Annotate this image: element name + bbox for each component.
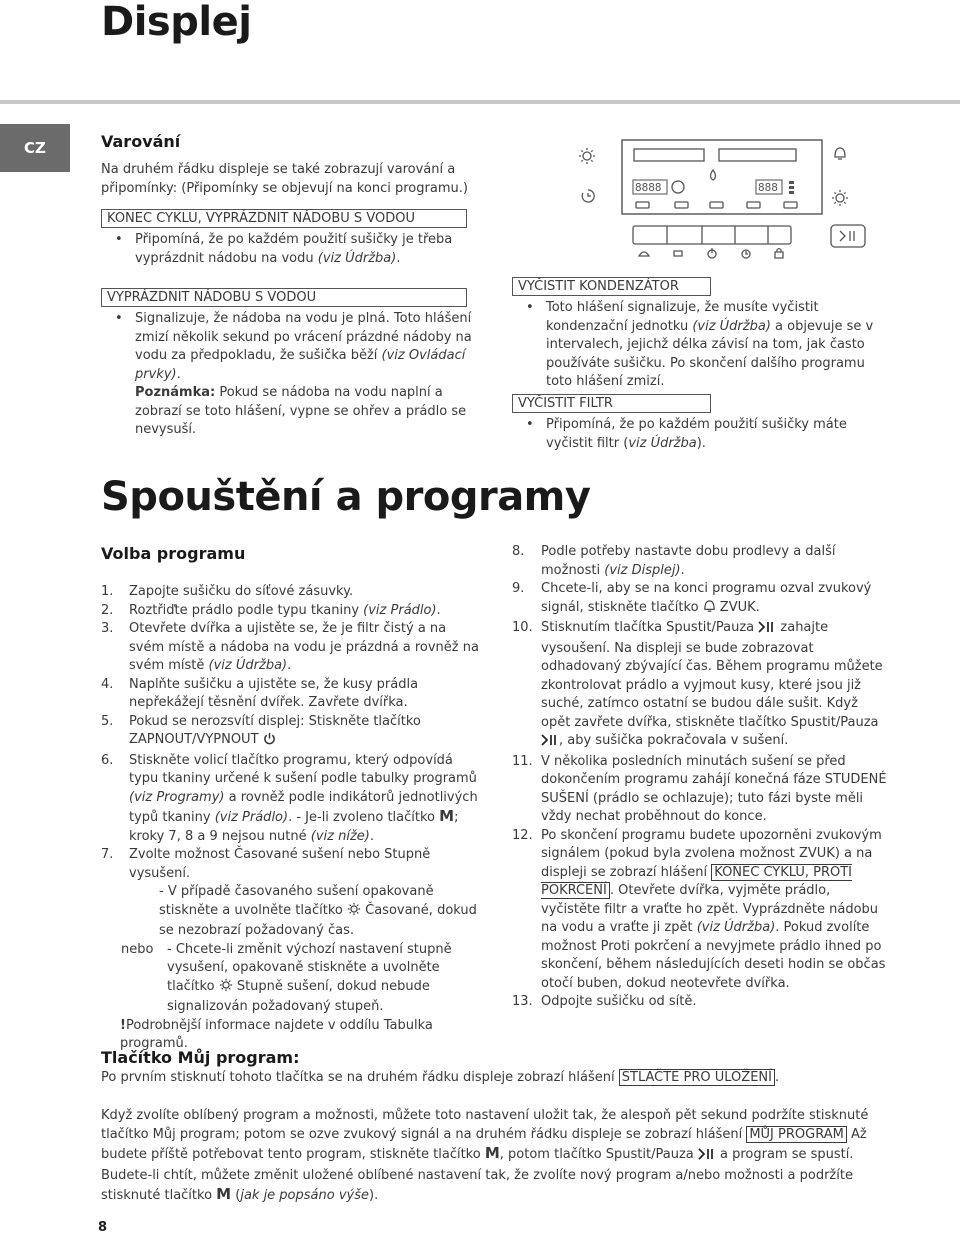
start-pause-icon	[698, 1148, 716, 1167]
step-item: 11. V několika posledních minutách sušení se před dokončením programu zahájí konečná fáze STUDENÉ SUŠENÍ (prádlo se ochlazuje); tuto fázi byste měli vždy nechat proběhnout do konce.	[512, 753, 887, 824]
step-item: 7. Zvolte možnost Časované sušení nebo Stupně vysušení.	[101, 847, 431, 881]
power-icon	[263, 732, 276, 752]
warning-label: VYČISTIT KONDENZÁTOR	[512, 277, 711, 296]
step-item: 12. Po skončení programu budete upozorněni zvukovým signálem (pokud byla zvolena možnost ZVUK) a na displeji se zobrazí hlášení KONEC CYKLU, PROTI POKRČENÍ . Otevřete dvířka, vyjměte prádlo, vyčistěte filtr a vraťte ho zpět. Vyprázdněte nádobu na vodu a vraťte ji zpět (viz Údržba). Pokud zvolíte možnost Proti pokrčení a nevyjmete prádlo ihned po skončení, během následujících deseti hodin se občas otočí buben, dokud neotevřete dvířka.	[512, 827, 886, 991]
step7-or: nebo	[121, 941, 154, 957]
warnings-heading: Varování	[101, 132, 181, 151]
step-item: 9. Chcete-li, aby se na konci programu ozval zvukový signál, stiskněte tlačítko ZVUK.	[512, 580, 887, 619]
step-item: 6. Stiskněte volicí tlačítko programu, který odpovídá typu tkaniny určené k sušení podle tabulky programů (viz Programy) a rovněž podle indikátorů jednotlivých typů tkaniny (viz Prádlo). - Je-li zvoleno tlačítko M; kroky 7, 8 a 9 nejsou nutné (viz níže).	[101, 752, 478, 844]
panel-drawing	[575, 130, 875, 265]
warning-text: • Toto hlášení signalizuje, že musíte vyčistit kondenzační jednotku (viz Údržba) a objevuje se v intervalech, jejichž délka závisí na tom, jak často používáte sušičku. Po skončení dalšího programu toto hlášení zmizí.	[512, 299, 892, 392]
sun-icon	[219, 978, 233, 999]
step-number: 11.	[512, 753, 533, 769]
step7-option-b: nebo - Chcete-li změnit výchozí nastavení stupně vysušení, opakovaně stiskněte a uvolněte tlačítko Stupně sušení, dokud nebude signalizován požadovaný stupeň.	[121, 941, 452, 1014]
sun-icon	[579, 148, 595, 164]
sun-icon	[832, 190, 848, 206]
step-number: 2.	[101, 602, 114, 618]
language-tab: CZ	[0, 124, 70, 172]
steps-right	[512, 543, 887, 1012]
step-number: 8.	[512, 544, 525, 559]
control-panel-illustration	[575, 130, 875, 265]
steps-left	[101, 583, 481, 1054]
warning-label: VYPRÁZDNIT NÁDOBU S VODOU	[101, 288, 467, 307]
lock-icon	[775, 249, 783, 259]
step-number: 13.	[512, 994, 533, 1009]
start-pause-icon	[758, 621, 776, 640]
subsection-heading: Volba programu	[101, 544, 246, 563]
step-item: 10. Stisknutím tlačítka Spustit/Pauza zahajte vysoušení. Na displeji se bude zobrazovat odhadovaný zbývající čas. Během programu můžete zkontrolovat prádlo a vyjmout kusy, které jsou již suché, zatímco ostatní se budou dále sušit. Když opět zavřete dvířka, stiskněte tlačítko Spustit/Pauza , aby sušička pokračovala v sušení.	[512, 619, 887, 753]
my-program-heading: Tlačítko Můj program:	[101, 1048, 300, 1067]
page-number: 8	[98, 1220, 108, 1235]
step-number: 3.	[101, 621, 114, 636]
warning-text: • Připomíná, že po každém použití sušičky je třeba vyprázdnit nádobu na vodu (viz Údržba).	[101, 231, 481, 268]
step-number: 9.	[512, 581, 525, 596]
svg-text:8888: 8888	[635, 181, 662, 194]
step-number: 12.	[512, 827, 533, 843]
warning-item	[512, 394, 892, 453]
warning-item	[101, 288, 481, 440]
step-item: 8. Podle potřeby nastavte dobu prodlevy a další možnosti (viz Displej).	[512, 544, 836, 578]
warning-item	[101, 209, 481, 268]
step-item: 4. Naplňte sušičku a ujistěte se, že kusy prádla nepřekážejí těsnění dvířek. Zavřete dvířka.	[101, 676, 419, 710]
step-item: 13. Odpojte sušičku od sítě.	[512, 993, 887, 1012]
step-number: 1.	[101, 584, 114, 599]
step-item: 5. Pokud se nerozsvítí displej: Stiskněte tlačítko ZAPNOUT/VYPNOUT	[101, 713, 481, 752]
step-item: 2. Roztřiďte prádlo podle typu tkaniny (viz Prádlo).	[101, 602, 481, 621]
laundry-icon	[639, 252, 649, 256]
start-pause-icon	[541, 734, 559, 753]
warning-label: VYČISTIT FILTR	[512, 394, 711, 413]
message-box: MŮJ PROGRAM	[746, 1126, 847, 1143]
message-box: KONEC CYKLU, PROTI POKRČENÍ	[541, 864, 853, 898]
step-number: 7.	[101, 847, 114, 862]
svg-text:888: 888	[758, 181, 778, 194]
start-pause-icon	[840, 231, 854, 241]
my-program-line1: Po prvním stisknutí tohoto tlačítka se na druhém řádku displeje zobrazí hlášení STLAČTE PRO ULOŽENÍ .	[101, 1070, 780, 1085]
page-title: Displej	[101, 0, 252, 45]
step-number: 5.	[101, 713, 114, 729]
step-number: 10.	[512, 620, 533, 635]
hand-icon	[674, 251, 682, 256]
warning-text: • Připomíná, že po každém použití sušičky máte vyčistit filtr (viz Údržba).	[512, 416, 892, 453]
header-divider	[0, 100, 960, 104]
warning-text: • Signalizuje, že nádoba na vodu je plná. Toto hlášení zmizí několik sekund po vrácení prázdné nádoby na vodu za předpokladu, že sušička běží (viz Ovládací prvky).	[101, 310, 481, 384]
message-box: STLAČTE PRO ULOŽENÍ	[619, 1069, 775, 1086]
step-item: 3. Otevřete dvířka a ujistěte se, že je filtr čistý a na svém místě a nádoba na vodu je prázdná a rovněž na svém místě (viz Údržba).	[101, 621, 479, 673]
warning-item	[512, 277, 892, 392]
step-number: 6.	[101, 752, 114, 768]
warning-label: KONEC CYKLU, VYPRÁZDNIT NÁDOBU S VODOU	[101, 209, 467, 228]
bell-icon	[703, 600, 716, 620]
sun-icon	[347, 902, 361, 923]
my-program-paragraph: Když zvolíte oblíbený program a možnosti, můžete toto nastavení uložit tak, že alespoň pět sekund podržíte stisknuté tlačítko Můj program; potom se ozve zvukový signál a na druhém řádku displeje se zobrazí hlášení MŮJ PROGRAM Až budete příště potřebovat tento program, stiskněte tlačítko M, potom tlačítko Spustit/Pauza a program se spustí. Budete-li chtít, můžete změnit uložené oblíbené nastavení tak, že zvolíte nový program a/nebo možnosti a podržíte stisknuté tlačítko M (jak je popsáno výše).	[101, 1108, 869, 1203]
warnings-intro: Na druhém řádku displeje se také zobrazují varování a připomínky: (Připomínky se objevují na konci programu.)	[101, 162, 468, 196]
timer-icon	[582, 190, 594, 202]
section-heading: Spouštění a programy	[101, 474, 591, 520]
clock-icon	[742, 250, 750, 258]
step7-note: !Podrobnější informace najdete v oddílu Tabulka programů.	[120, 1017, 433, 1051]
step-item: 1. Zapojte sušičku do síťové zásuvky.	[101, 583, 481, 602]
bell-icon	[835, 148, 845, 159]
step-number: 4.	[101, 676, 114, 692]
step7-option-a: - V případě časovaného sušení opakovaně stiskněte a uvolněte tlačítko Časované, dokud se nezobrazí požadovaný čas.	[159, 884, 477, 938]
warning-note: Poznámka: Pokud se nádoba na vodu naplní a zobrazí se toto hlášení, vypne se ohřev a prádlo se nevysuší.	[135, 385, 467, 437]
power-icon	[708, 248, 716, 258]
